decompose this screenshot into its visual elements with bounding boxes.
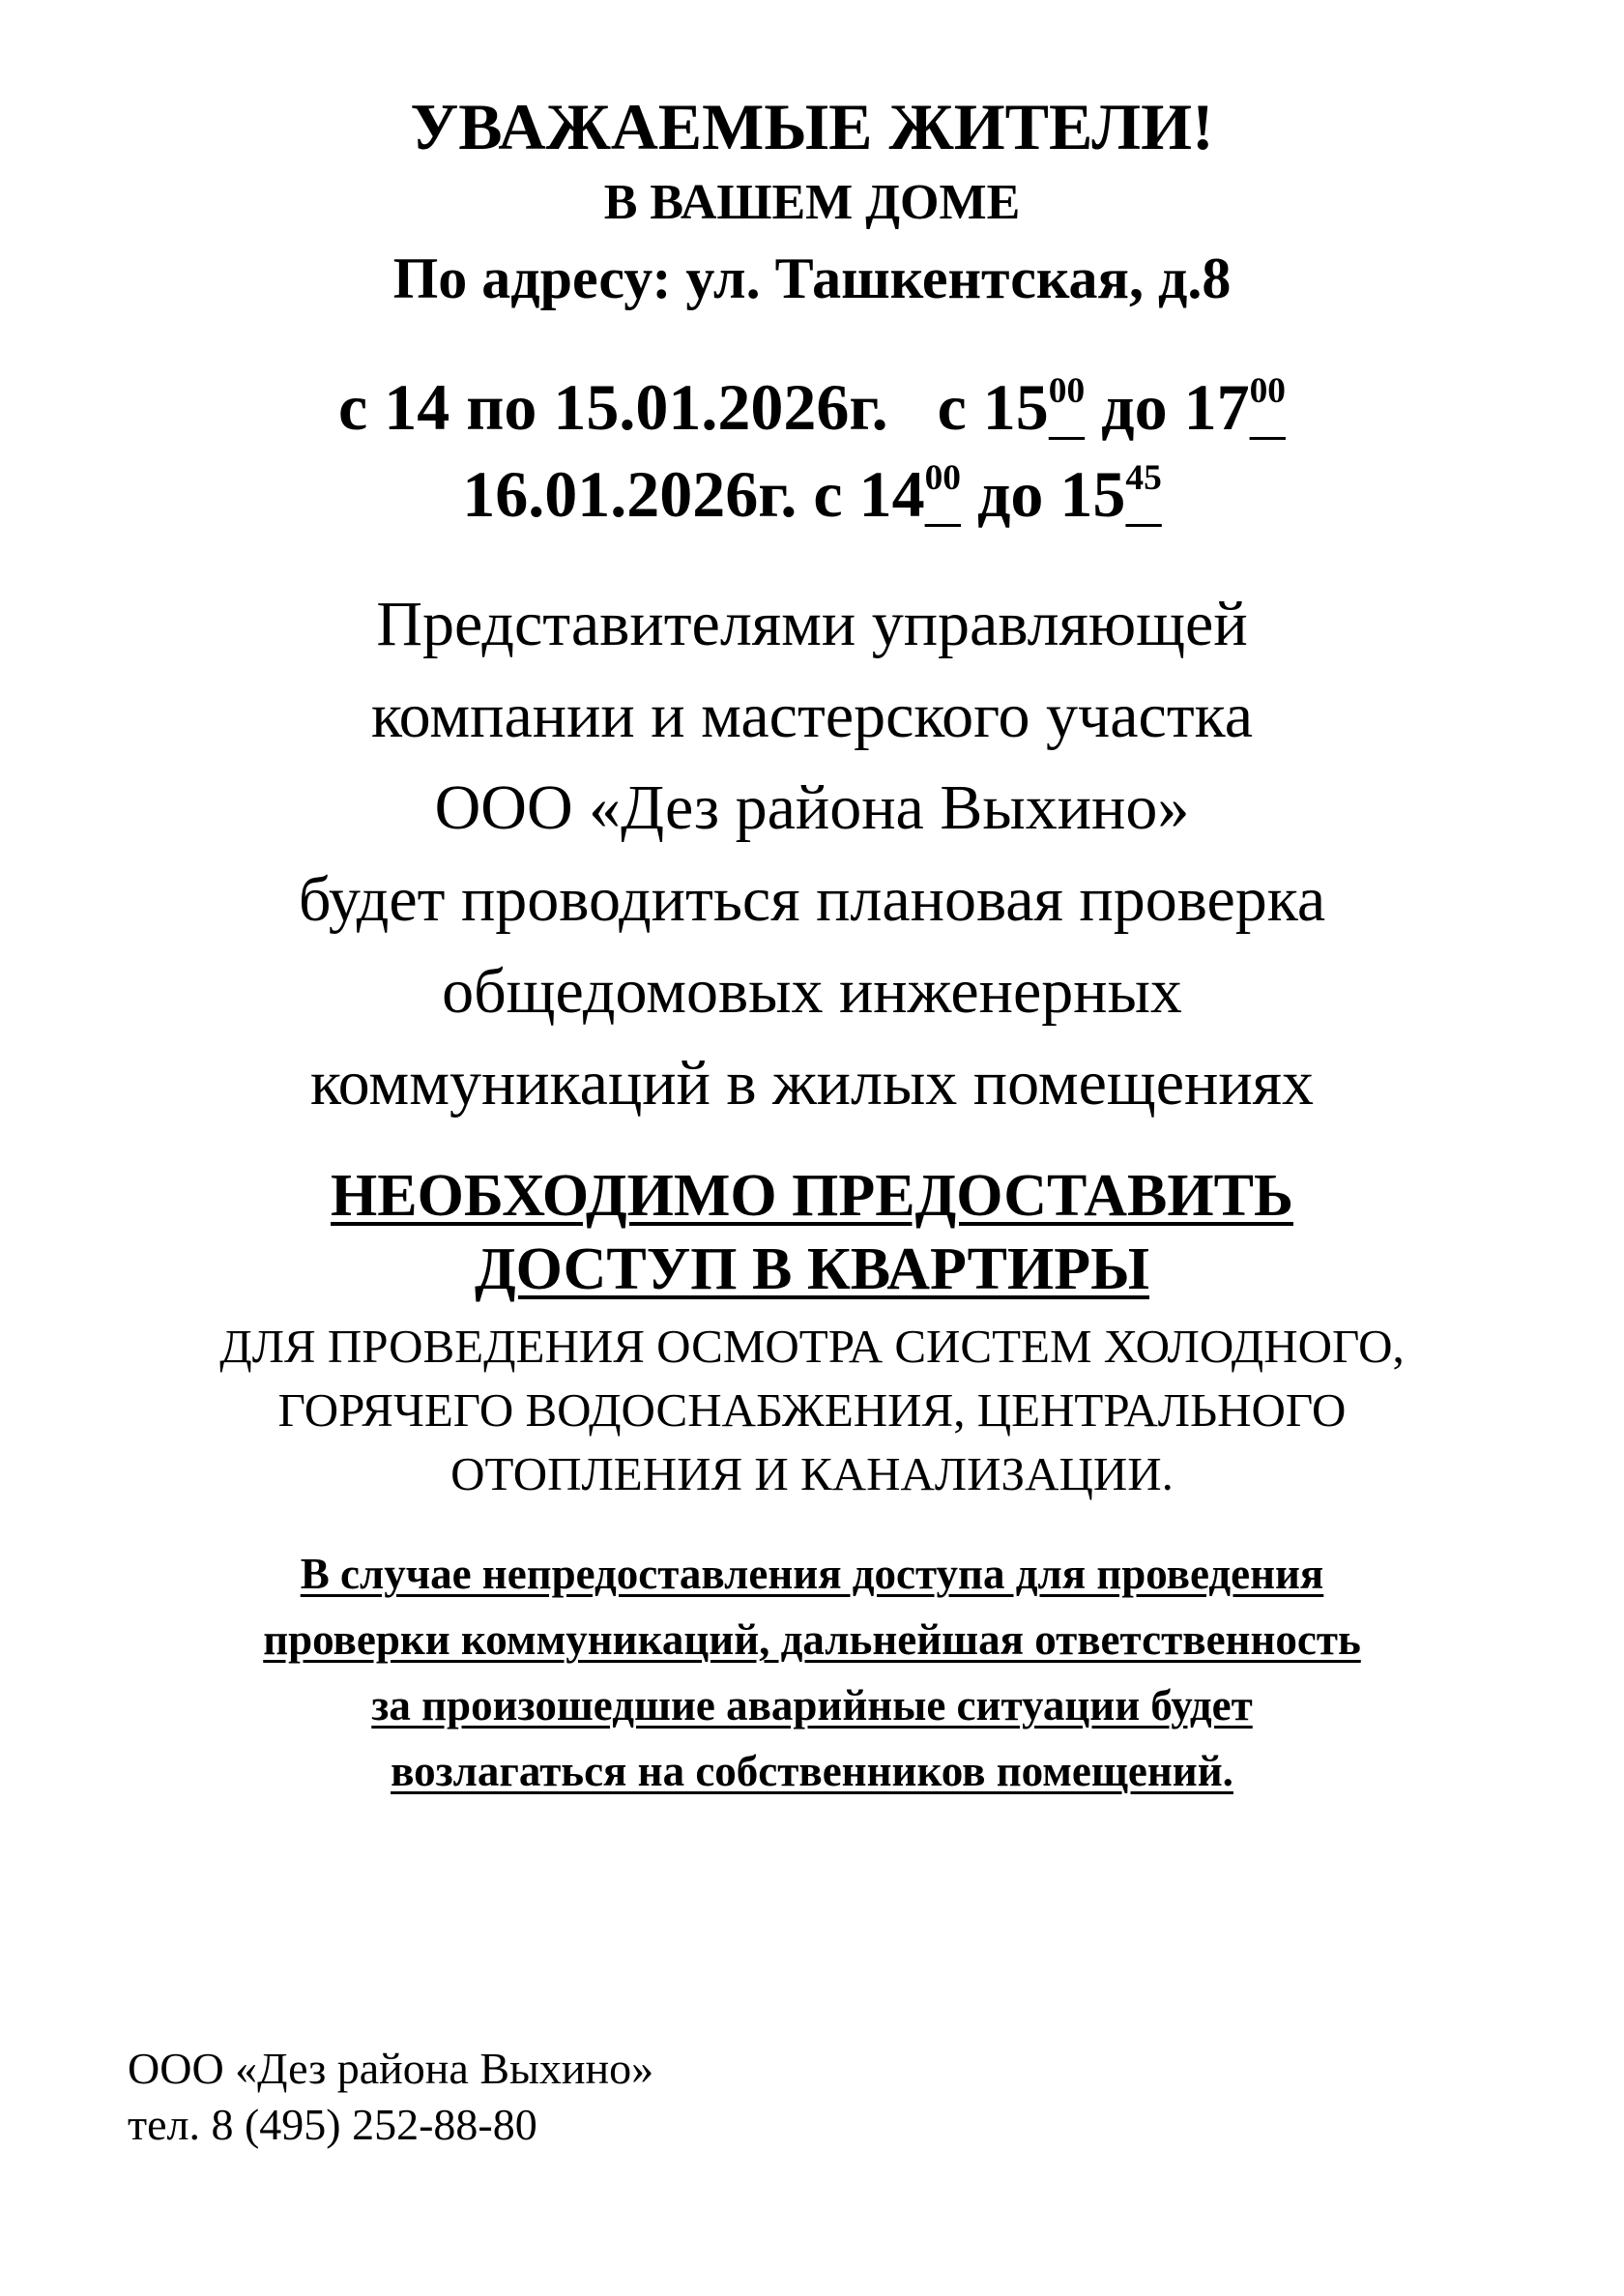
schedule-to-word: до (977, 457, 1044, 531)
warning-line (0, 1680, 1624, 1730)
schedule-line-1 (0, 369, 1624, 446)
schedule-to-word: до (1101, 370, 1168, 444)
notice-subheading: В ВАШЕМ ДОМЕ (603, 175, 1021, 230)
schedule-from-word: с (813, 457, 843, 531)
warning-text: за произошедшие аварийные ситуации будет (371, 1681, 1253, 1729)
purpose-line: ГОРЯЧЕГО ВОДОСНАБЖЕНИЯ, ЦЕНТРАЛЬНОГО (277, 1383, 1347, 1437)
purpose-line: ОТОПЛЕНИЯ И КАНАЛИЗАЦИИ. (450, 1447, 1174, 1500)
schedule-date: 16.01.2026г. (462, 457, 798, 531)
notice-address: По адресу: ул. Ташкентская, д.8 (392, 247, 1232, 310)
body-line: компании и мастерского участка (370, 681, 1254, 751)
purpose-line: ДЛЯ ПРОВЕДЕНИЯ ОСМОТРА СИСТЕМ ХОЛОДНОГО, (219, 1320, 1405, 1373)
access-heading-line: НЕОБХОДИМО ПРЕДОСТАВИТЬ (331, 1163, 1293, 1229)
schedule-from-minutes: 00 (924, 457, 961, 498)
warning-line (0, 1549, 1624, 1599)
access-heading (0, 1235, 1624, 1304)
footer-company: ООО «Дез района Выхино» (128, 2044, 654, 2093)
body-line: Представителями управляющей (376, 589, 1248, 659)
notice-greeting: УВАЖАЕМЫЕ ЖИТЕЛИ! (410, 90, 1214, 163)
warning-text: возлагаться на собственников помещений. (391, 1747, 1233, 1795)
schedule-from-hour: 14 (858, 457, 925, 531)
schedule-date: с 14 по 15.01.2026г. (338, 370, 888, 444)
schedule-to-hour: 15 (1059, 457, 1126, 531)
schedule-from-hour: 15 (982, 370, 1049, 444)
warning-line (0, 1614, 1624, 1665)
body-line: общедомовых инженерных (442, 956, 1182, 1027)
warning-line (0, 1746, 1624, 1796)
schedule-from-word: с (937, 370, 967, 444)
schedule-to-minutes: 00 (1249, 370, 1286, 411)
body-line: коммуникаций в жилых помещениях (309, 1048, 1315, 1119)
footer-phone: тел. 8 (495) 252-88-80 (128, 2100, 537, 2149)
warning-text: проверки коммуникаций, дальнейшая ответственность (263, 1615, 1361, 1664)
warning-text: В случае непредоставления доступа для проведения (300, 1550, 1324, 1598)
schedule-line-2 (0, 456, 1624, 533)
schedule-to-hour: 17 (1183, 370, 1250, 444)
access-heading-line: ДОСТУП В КВАРТИРЫ (475, 1236, 1149, 1302)
access-heading (0, 1162, 1624, 1231)
schedule-to-minutes: 45 (1125, 457, 1162, 498)
body-line: ООО «Дез района Выхино» (434, 772, 1190, 843)
body-line: будет проводиться плановая проверка (298, 864, 1326, 935)
schedule-from-minutes: 00 (1048, 370, 1086, 411)
